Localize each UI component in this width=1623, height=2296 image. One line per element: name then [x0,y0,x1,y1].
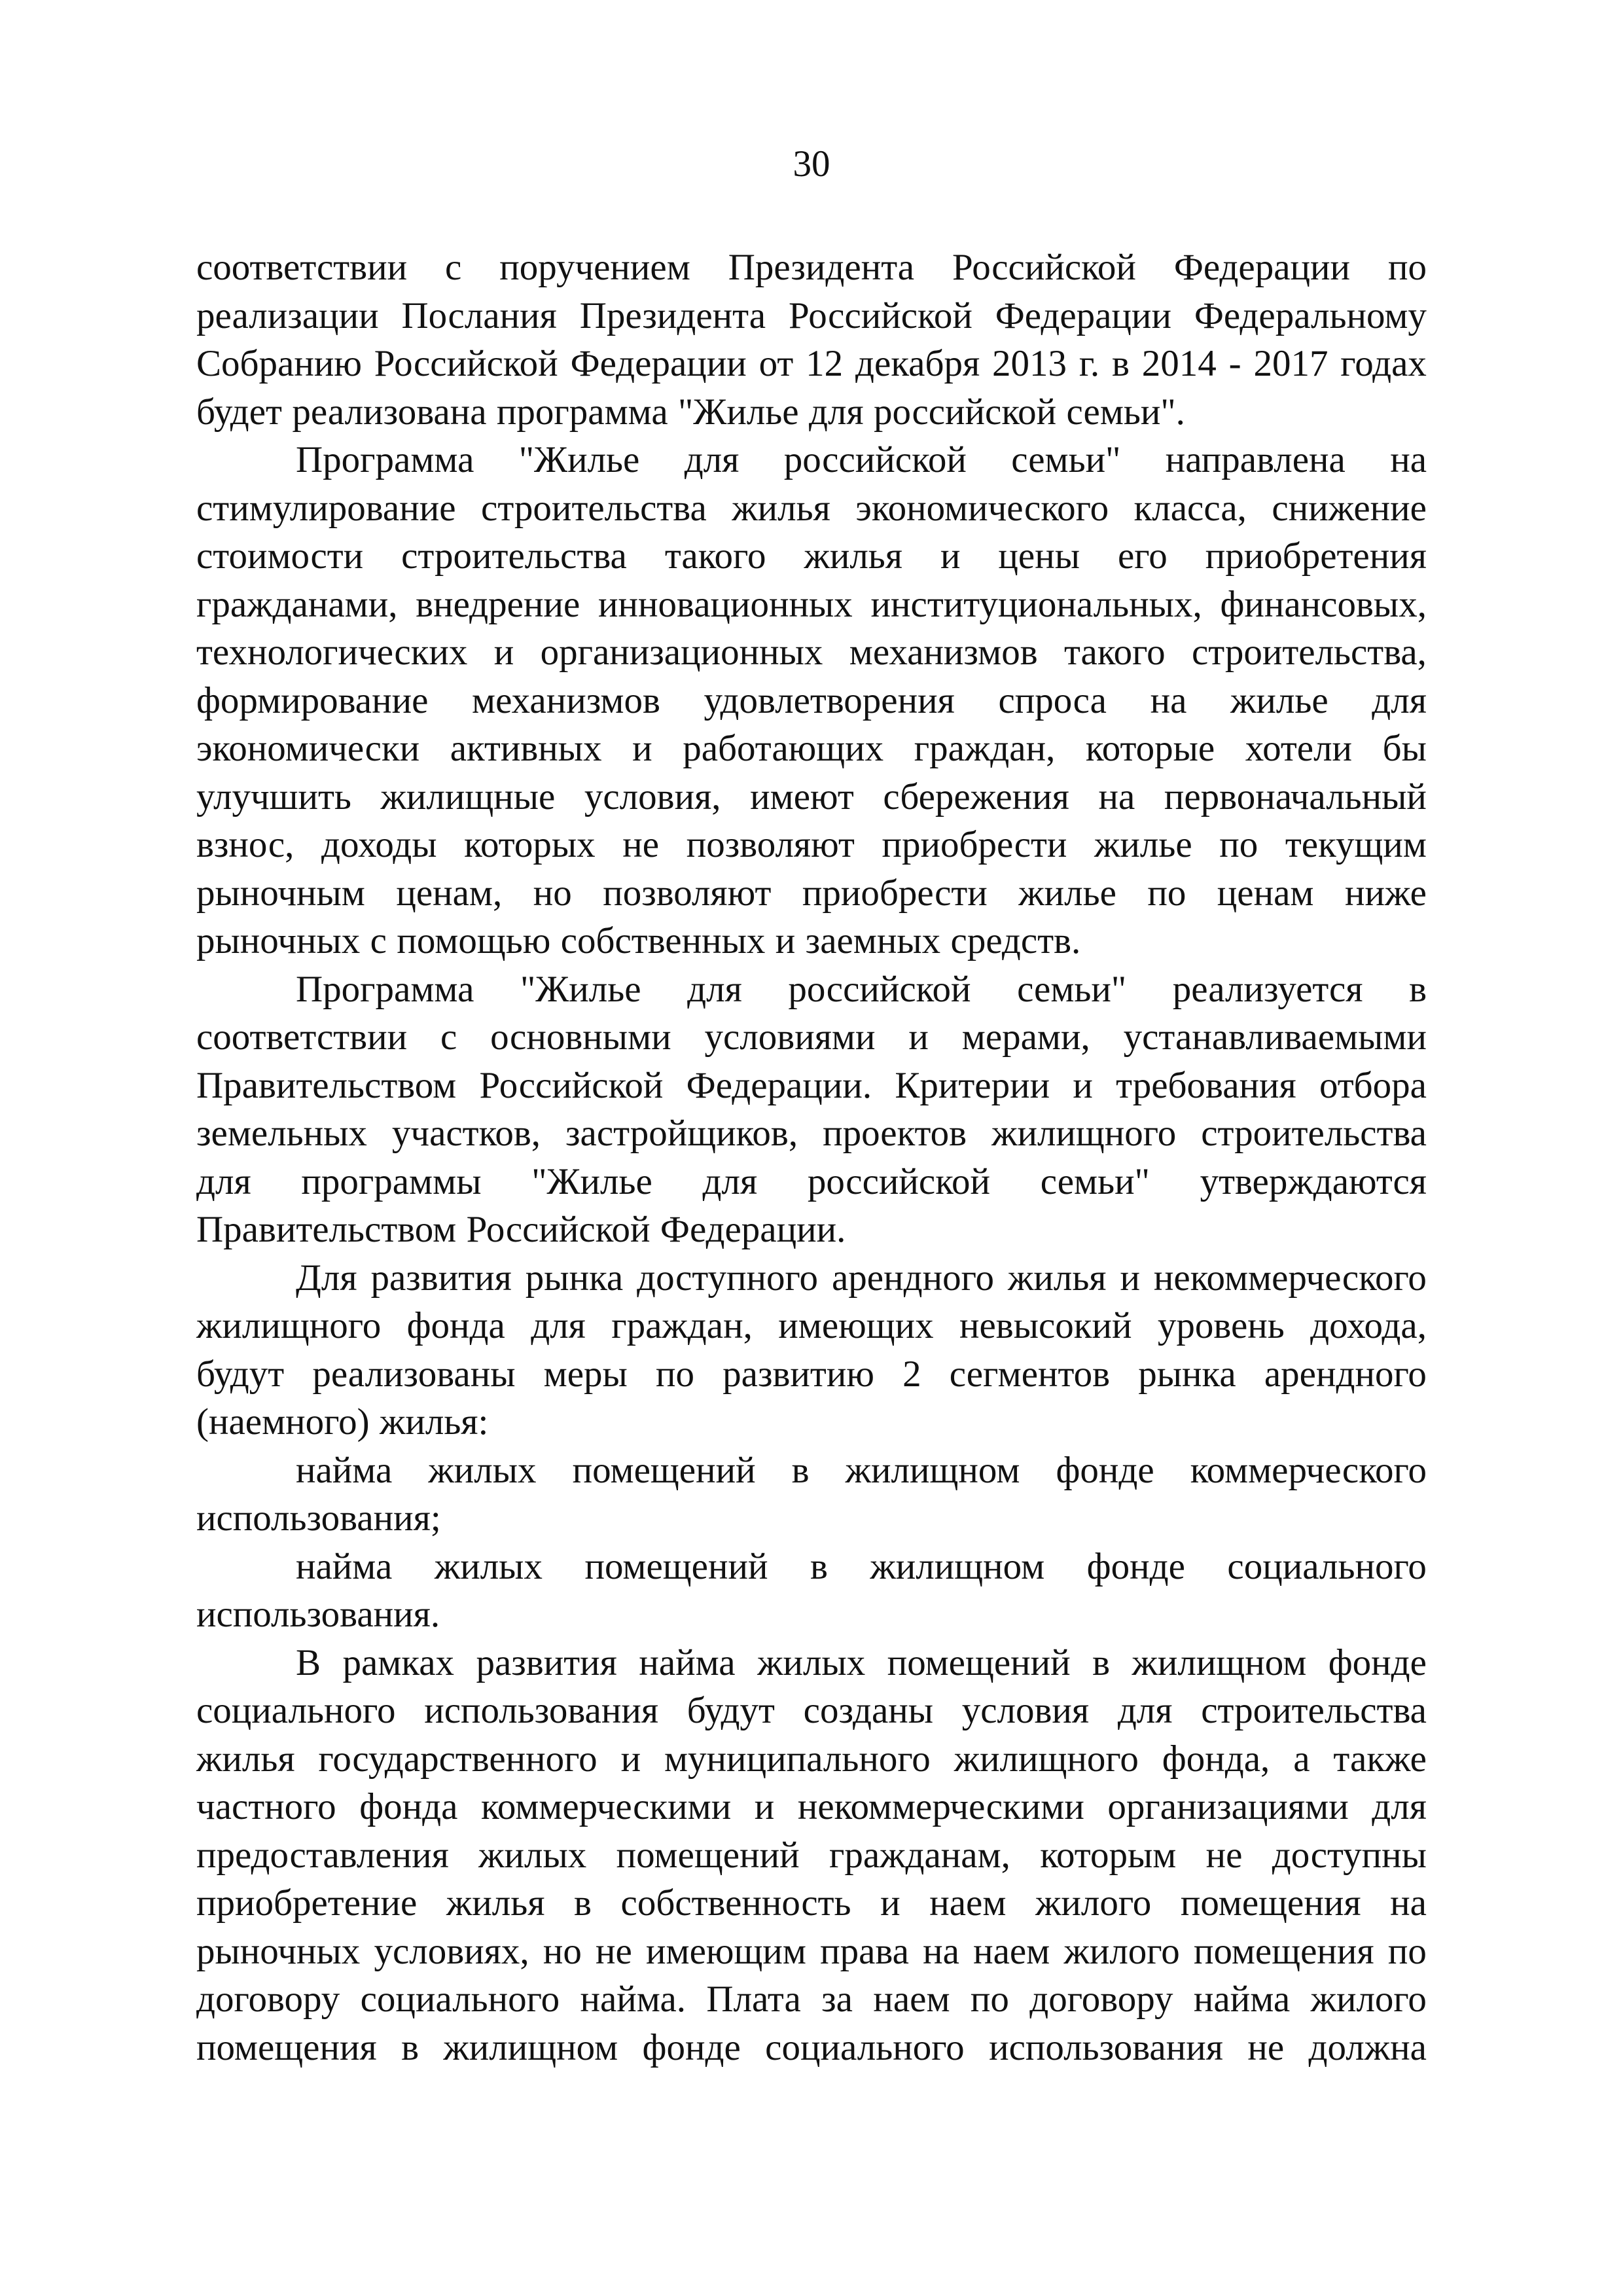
page-number: 30 [793,143,830,185]
text-line: рыночных условиях, но не имеющим права на наем жилого помещения по [196,1930,1427,1972]
text-line: использования. [196,1594,440,1635]
text-line: использования; [196,1498,441,1539]
text-line: Собранию Российской Федерации от 12 декабря 2013 г. в 2014 - 2017 годах [196,343,1427,384]
body-text [196,243,1427,2072]
text-line: улучшить жилищные условия, имеют сбережения на первоначальный [196,776,1427,817]
text-line: соответствии с поручением Президента Российской Федерации по [196,247,1427,288]
text-line: гражданами, внедрение инновационных институциональных, финансовых, [196,583,1427,625]
text-line: рыночным ценам, но позволяют приобрести жилье по ценам ниже [196,872,1427,914]
text-line: экономически активных и работающих граждан, которые хотели бы [196,728,1427,769]
text-line: Правительством Российской Федерации. [196,1209,846,1250]
text-line: для программы "Жилье для российской семьи" утверждаются [196,1160,1427,1202]
text-line: предоставления жилых помещений гражданам, которым не доступны [196,1834,1427,1876]
text-line: В рамках развития найма жилых помещений в жилищном фонде [296,1641,1427,1683]
text-line: будут реализованы меры по развитию 2 сегментов рынка арендного [196,1353,1427,1395]
text-line: рыночных с помощью собственных и заемных средств. [196,920,1081,961]
text-line: стимулирование строительства жилья экономического класса, снижение [196,487,1427,529]
paragraph [196,1543,1427,1639]
text-line: реализации Послания Президента Российской Федерации Федеральному [196,295,1427,336]
paragraph [196,965,1427,1254]
text-line: найма жилых помещений в жилищном фонде коммерческого [296,1449,1427,1491]
text-line: Программа "Жилье для российской семьи" направлена на [296,439,1427,480]
text-line: социального использования будут созданы условия для строительства [196,1690,1427,1731]
text-line: взнос, доходы которых не позволяют приобрести жилье по текущим [196,824,1427,865]
text-line: соответствии с основными условиями и мерами, устанавливаемыми [196,1016,1427,1058]
text-line: будет реализована программа "Жилье для российской семьи". [196,391,1185,433]
text-line: (наемного) жилья: [196,1401,489,1443]
paragraph [196,1446,1427,1543]
text-line: формирование механизмов удовлетворения спроса на жилье для [196,679,1427,721]
text-line: земельных участков, застройщиков, проектов жилищного строительства [196,1113,1427,1154]
text-line: стоимости строительства такого жилья и цены его приобретения [196,535,1427,577]
text-line: жилищного фонда для граждан, имеющих невысокий уровень дохода, [196,1305,1427,1346]
text-line: Программа "Жилье для российской семьи" реализуется в [296,968,1427,1010]
text-line: частного фонда коммерческими и некоммерческими организациями для [196,1786,1427,1827]
text-line: приобретение жилья в собственность и наем жилого помещения на [196,1882,1427,1924]
paragraph [196,1254,1427,1446]
text-line: договору социального найма. Плата за наем по договору найма жилого [196,1979,1427,2020]
paragraph [196,243,1427,436]
paragraph [196,436,1427,965]
text-line: Правительством Российской Федерации. Критерии и требования отбора [196,1064,1427,1106]
paragraph [196,1639,1427,2072]
text-line: жилья государственного и муниципального жилищного фонда, а также [196,1738,1427,1780]
text-line: найма жилых помещений в жилищном фонде социального [296,1545,1427,1587]
text-line: технологических и организационных механизмов такого строительства, [196,632,1427,673]
text-line: Для развития рынка доступного арендного жилья и некоммерческого [296,1257,1427,1299]
text-line: помещения в жилищном фонде социального использования не должна [196,2026,1427,2068]
